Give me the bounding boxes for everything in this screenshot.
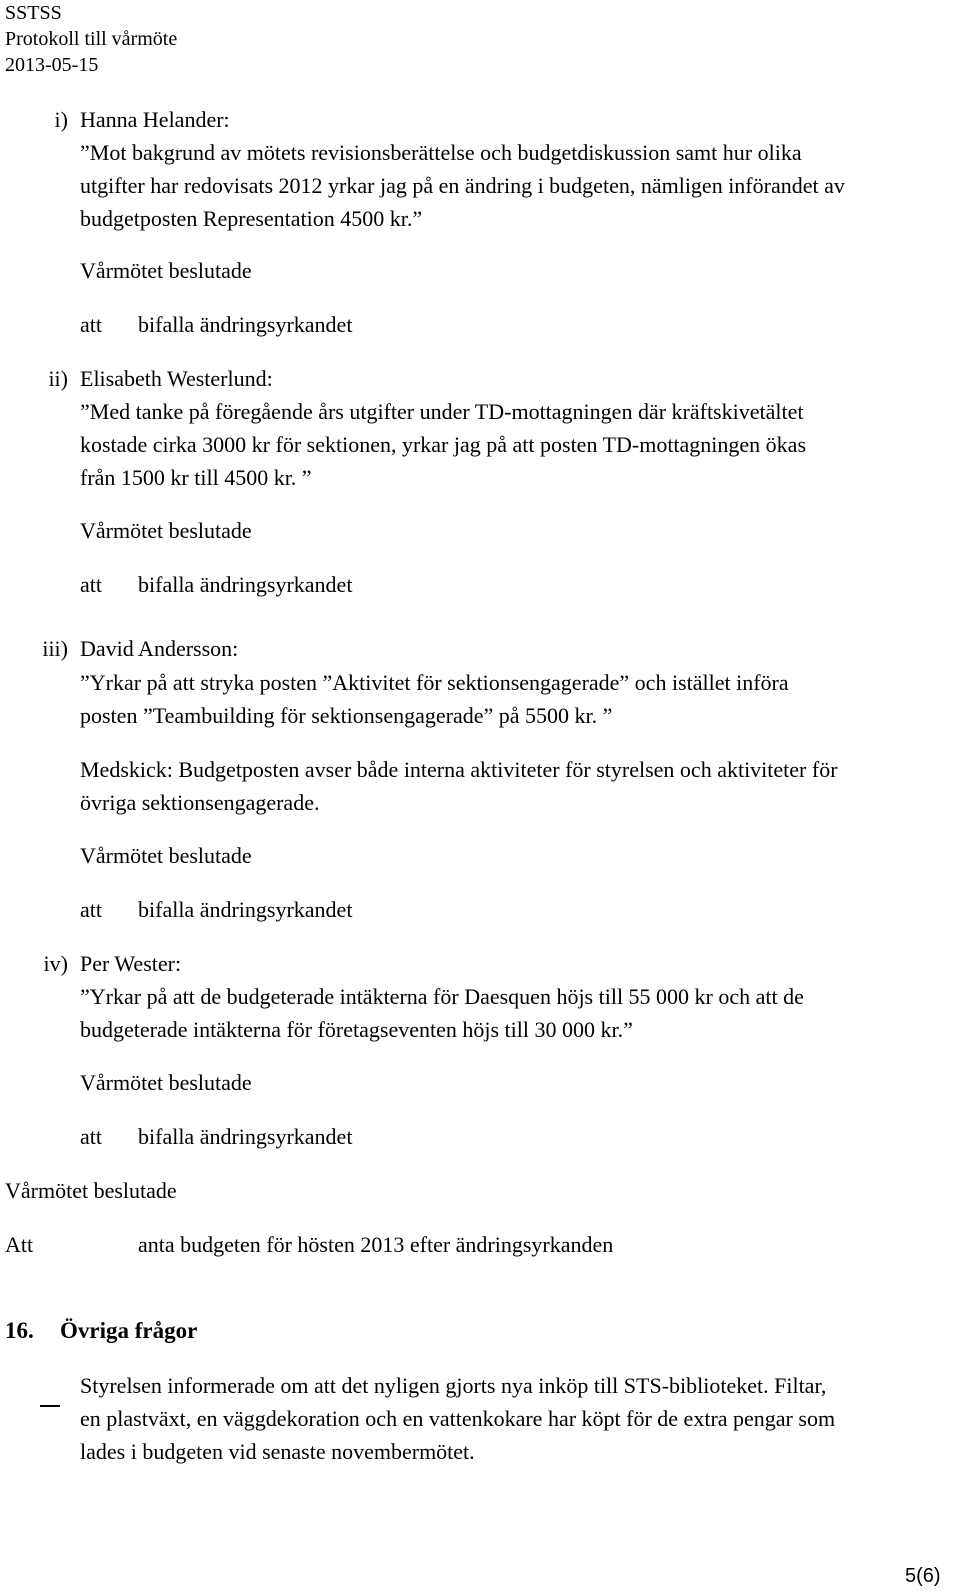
decision-outcome: bifalla ändringsyrkandet	[138, 572, 353, 597]
quote-line: ”Yrkar på att de budgeterade intäkterna för Daesquen höjs till 55 000 kr och att de	[80, 984, 804, 1009]
decision-att: att	[80, 897, 102, 922]
bullet-line: Styrelsen informerade om att det nyligen gjorts nya inköp till STS-biblioteket. Filtar,	[80, 1373, 827, 1398]
speaker-name: Hanna Helander:	[80, 107, 230, 132]
quote-line: utgifter har redovisats 2012 yrkar jag på en ändring i budgeten, nämligen införandet av	[80, 173, 845, 198]
decision-label: Vårmötet beslutade	[5, 1178, 177, 1203]
decision-label: Vårmötet beslutade	[80, 843, 252, 868]
speaker-name: Elisabeth Westerlund:	[80, 366, 273, 391]
decision-att: att	[80, 572, 102, 597]
quote-line: budgeterade intäkterna för företagseventen höjs till 30 000 kr.”	[80, 1017, 633, 1042]
decision-label: Vårmötet beslutade	[80, 518, 252, 543]
header-date: 2013-05-15	[5, 54, 99, 76]
decision-att: att	[80, 1124, 102, 1149]
header-title: Protokoll till vårmöte	[5, 28, 178, 50]
bullet-dash	[40, 1405, 60, 1407]
speaker-name: Per Wester:	[80, 951, 182, 976]
bullet-line: lades i budgeten vid senaste novembermötet.	[80, 1439, 475, 1464]
quote-line: ”Mot bakgrund av mötets revisionsberättelse och budgetdiskussion samt hur olika	[80, 140, 802, 165]
note-line: Medskick: Budgetposten avser både interna aktiviteter för styrelsen och aktiviteter för	[80, 757, 838, 782]
speaker-name: David Andersson:	[80, 636, 239, 661]
decision-outcome: bifalla ändringsyrkandet	[138, 897, 353, 922]
section-number: 16.	[5, 1318, 34, 1343]
decision-label: Vårmötet beslutade	[80, 1070, 252, 1095]
decision-label: Vårmötet beslutade	[80, 258, 252, 283]
item-number: iv)	[43, 951, 68, 976]
quote-line: posten ”Teambuilding för sektionsengagerade” på 5500 kr. ”	[80, 703, 613, 728]
decision-att: att	[80, 312, 102, 337]
quote-line: ”Yrkar på att stryka posten ”Aktivitet för sektionsengagerade” och istället införa	[80, 670, 789, 695]
decision-outcome: anta budgeten för hösten 2013 efter ändringsyrkanden	[138, 1232, 614, 1257]
quote-line: kostade cirka 3000 kr för sektionen, yrkar jag på att posten TD-mottagningen ökas	[80, 432, 807, 457]
quote-line: budgetposten Representation 4500 kr.”	[80, 206, 423, 231]
note-line: övriga sektionsengagerade.	[80, 790, 320, 815]
quote-line: ”Med tanke på föregående års utgifter under TD-mottagningen där kräftskivetältet	[80, 399, 804, 424]
bullet-line: en plastväxt, en väggdekoration och en vattenkokare har köpt för de extra pengar som	[80, 1406, 836, 1431]
decision-outcome: bifalla ändringsyrkandet	[138, 1124, 353, 1149]
header-org: SSTSS	[5, 2, 62, 24]
decision-outcome: bifalla ändringsyrkandet	[138, 312, 353, 337]
item-number: ii)	[48, 366, 68, 391]
item-number: i)	[54, 107, 68, 132]
page-number: 5(6)	[905, 1565, 941, 1587]
item-number: iii)	[42, 636, 68, 661]
decision-att: Att	[5, 1232, 34, 1257]
section-heading: Övriga frågor	[60, 1318, 198, 1343]
quote-line: från 1500 kr till 4500 kr. ”	[80, 465, 312, 490]
